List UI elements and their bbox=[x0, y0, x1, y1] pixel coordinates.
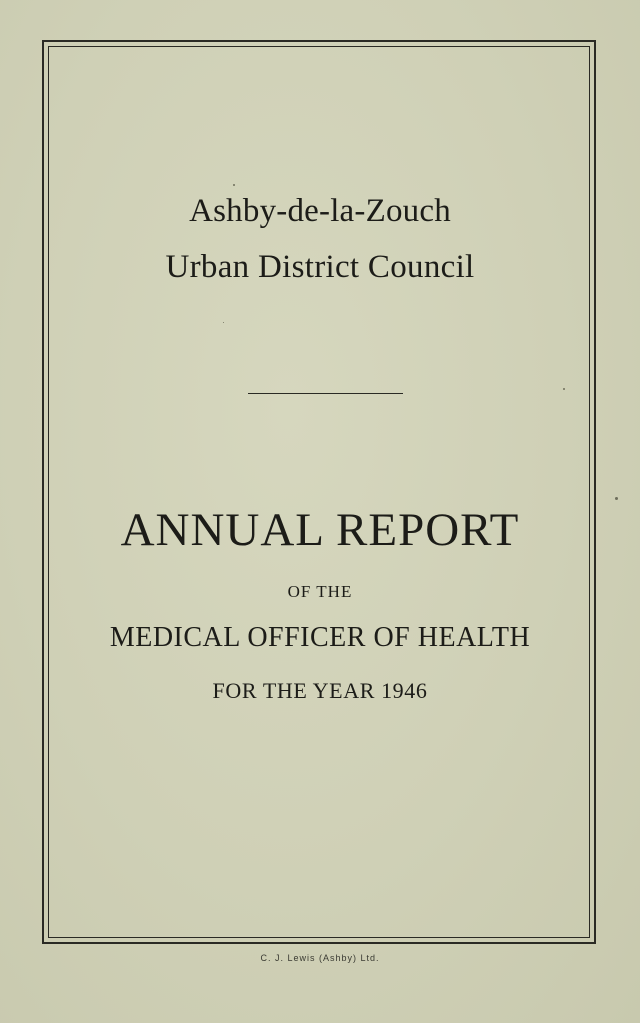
divider-rule bbox=[248, 393, 403, 394]
year-line: FOR THE YEAR 1946 bbox=[212, 678, 428, 703]
printer-imprint: C. J. Lewis (Ashby) Ltd. bbox=[260, 953, 380, 963]
report-title: ANNUAL REPORT bbox=[120, 504, 520, 556]
paper-speck bbox=[615, 497, 618, 500]
paper-speck bbox=[563, 388, 565, 390]
of-the-line: OF THE bbox=[287, 582, 353, 601]
council-name-line-2: Urban District Council bbox=[165, 249, 475, 285]
council-name-line-1: Ashby-de-la-Zouch bbox=[189, 193, 451, 229]
paper-speck bbox=[233, 184, 235, 186]
officer-line: MEDICAL OFFICER OF HEALTH bbox=[109, 622, 531, 653]
paper-speck bbox=[223, 322, 224, 323]
cover-border-inner bbox=[48, 46, 590, 938]
